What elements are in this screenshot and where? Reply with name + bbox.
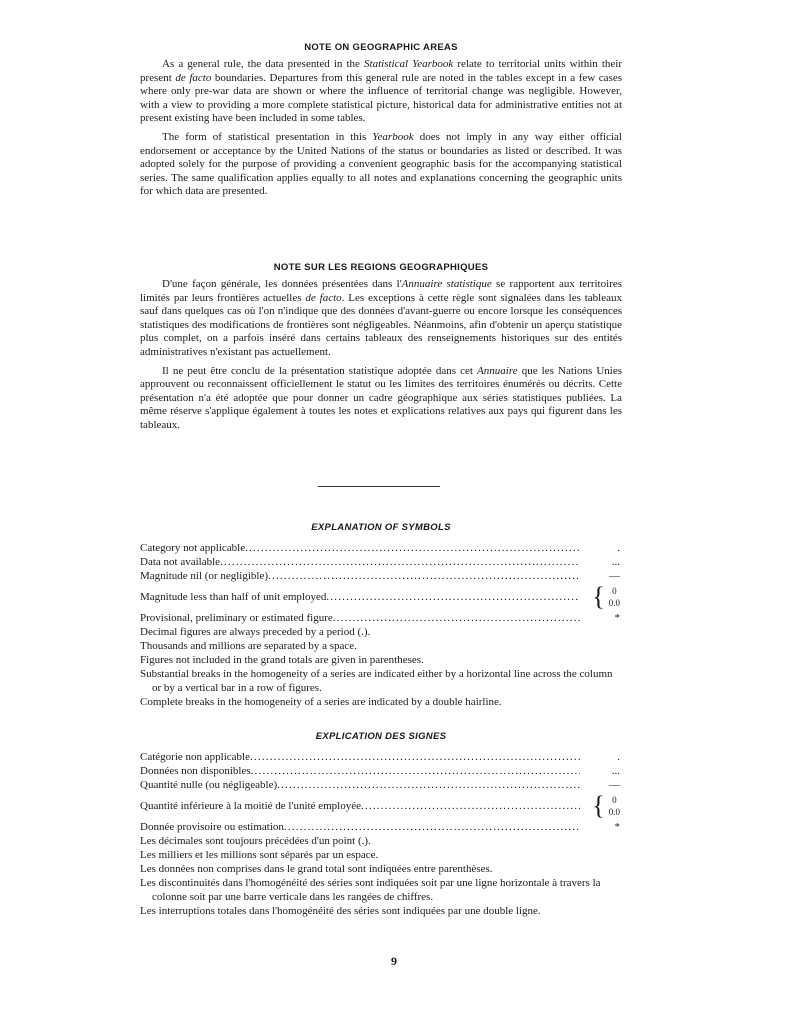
text-run: se rapportent aux territoires limités par leurs frontières actuelles <box>140 278 622 304</box>
note-fr-paragraph-1 <box>140 278 622 360</box>
brace-icon: { <box>592 791 605 820</box>
note-en-paragraph-2 <box>140 131 622 199</box>
legend-label: Donnée provisoire ou estimation <box>140 821 284 833</box>
legend-symbol: — <box>609 570 620 582</box>
legend-symbol-stack <box>580 584 622 610</box>
leader-dots <box>361 799 580 813</box>
text-run: Il ne peut être conclu de la présentation statistique adoptée dans cet <box>162 364 478 377</box>
legend-symbol: ... <box>611 765 620 777</box>
legend-note: Les données non comprises dans le grand total sont indiquées entre parenthèses. <box>140 863 493 875</box>
legend-symbol-stack <box>580 793 622 819</box>
legend-label: Quantité inférieure à la moitié de l'unité employée <box>140 800 361 812</box>
legend-row <box>140 555 622 569</box>
legend-label: Data not available <box>140 556 221 568</box>
legend-label: Données non disponibles <box>140 765 251 777</box>
text-run: que les Nations Unies approuvent ou reconnaissent officiellement le statut ou les limites des territoires énumérés ou décrits. Cette présentation n'a été adoptée que pour donner un cadre géographique aux séries statistiques publiées. La même réserve s'applique également à toutes les notes et explications relatives aux pays qui figurent dans les tableaux. <box>140 364 623 431</box>
legend-symbol-top: 0 <box>612 586 617 596</box>
note-en-section <box>140 42 622 199</box>
symbols-en-section <box>140 522 622 709</box>
legend-symbol: . <box>617 751 620 763</box>
legend-row <box>140 764 622 778</box>
legend-symbol-bottom: 0.0 <box>608 598 620 608</box>
text-run: relate to territorial units within their present <box>140 58 622 84</box>
legend-label: Provisional, preliminary or estimated figure <box>140 612 333 624</box>
legend-row <box>140 569 622 583</box>
legend-note: Les interruptions totales dans l'homogénéité des séries sont indiquées par une double ligne. <box>140 905 541 917</box>
page-number: 9 <box>391 954 397 968</box>
leader-dots <box>250 750 580 764</box>
legend-label: Category not applicable <box>140 542 246 554</box>
text-run-italic: Annuaire statistique <box>401 278 492 290</box>
legend-row <box>140 541 622 555</box>
text-run: The form of statistical presentation in this <box>162 130 373 143</box>
legend-note: Figures not included in the grand totals are given in parentheses. <box>140 654 424 666</box>
note-fr-title: NOTE SUR LES REGIONS GEOGRAPHIQUES <box>273 262 489 273</box>
legend-note: Les décimales sont toujours précédées d'un point (.). <box>140 835 371 847</box>
leader-dots <box>220 555 580 569</box>
leader-dots <box>284 820 580 834</box>
symbols-fr-title: EXPLICATION DES SIGNES <box>315 731 447 742</box>
legend-note: Decimal figures are always preceded by a period (.). <box>140 626 371 638</box>
section-divider <box>318 486 440 487</box>
note-fr-paragraph-2 <box>140 365 622 433</box>
text-run: D'une façon générale, les données présentées dans l' <box>162 278 402 290</box>
legend-symbol-bottom: 0.0 <box>608 807 620 817</box>
symbols-en-legend <box>140 541 622 709</box>
legend-row <box>140 750 622 764</box>
legend-note: Substantial breaks in the homogeneity of a series are indicated either by a horizontal line across the column or by a vertical bar in a row of figures. <box>140 668 613 694</box>
symbols-en-title: EXPLANATION OF SYMBOLS <box>311 522 451 533</box>
symbols-fr-legend <box>140 750 622 918</box>
symbols-fr-section <box>140 731 622 918</box>
text-run: does not imply in any way either official endorsement or acceptance by the United Nations of the status or boundaries as listed or described. It was adopted solely for the purpose of providing a convenient geographic basis for the accompanying statistical series. The same qualification applies equally to all notes and explanations concerning the geographic units for which data are presented. <box>140 130 622 198</box>
note-en-paragraph-1 <box>140 58 622 126</box>
brace-icon: { <box>592 582 605 611</box>
legend-note: Thousands and millions are separated by a space. <box>140 640 357 652</box>
legend-symbol-top: 0 <box>612 795 617 805</box>
text-run-italic: Statistical Yearbook <box>364 58 454 70</box>
text-run-italic: de facto <box>175 71 212 84</box>
legend-label: Quantité nulle (ou négligeable) <box>140 779 278 791</box>
legend-row <box>140 820 622 834</box>
text-run: As a general rule, the data presented in the <box>162 58 365 70</box>
legend-row <box>140 583 622 611</box>
text-run: boundaries. Departures from this general rule are noted in the tables except in a few cases where only pre-war data are shown or where the influence of territorial change was negligible. However, with a view to providing a more complete statistical picture, historical data for administrative entities not at present existing have been included in some tables. <box>140 71 623 125</box>
text-run-italic: Yearbook <box>372 130 414 143</box>
leader-dots <box>251 764 580 778</box>
text-run-italic: Annuaire <box>477 364 518 377</box>
text-run: . Les exceptions à cette règle sont signalées dans les tableaux sauf dans quelques cas où l'on n'indique que des données d'avant-guerre ou encore lorsque les conséquences statistiques des modifications de frontières sont négligeables. Néanmoins, afin d'obtenir un aperçu statistique plus complet, on a parfois inséré dans certains tableaux des renseignements historiques sur des entités administratives n'existant pas actuellement. <box>140 291 622 358</box>
legend-row <box>140 778 622 792</box>
leader-dots <box>245 541 580 555</box>
legend-symbol: . <box>617 542 620 554</box>
legend-label: Magnitude nil (or negligible) <box>140 570 268 582</box>
legend-label: Magnitude less than half of unit employed <box>140 591 327 603</box>
legend-note: Les milliers et les millions sont séparés par un espace. <box>140 849 379 861</box>
legend-note: Complete breaks in the homogeneity of a series are indicated by a double hairline. <box>140 696 502 708</box>
legend-symbol: * <box>614 612 620 624</box>
leader-dots <box>333 611 580 625</box>
legend-row <box>140 611 622 625</box>
leader-dots <box>268 569 580 583</box>
legend-label: Catégorie non applicable <box>140 751 250 763</box>
leader-dots <box>277 778 580 792</box>
legend-row <box>140 792 622 820</box>
leader-dots <box>326 590 580 604</box>
text-run-italic: de facto <box>305 291 342 304</box>
note-en-title: NOTE ON GEOGRAPHIC AREAS <box>304 42 458 53</box>
legend-note: Les discontinuités dans l'homogénéité des séries sont indiquées soit par une ligne horizontale à travers la colonne soit par une barre verticale dans les rangées de chiffres. <box>140 877 601 903</box>
legend-symbol: * <box>614 821 620 833</box>
legend-symbol: ... <box>611 556 620 568</box>
note-fr-section <box>140 262 622 433</box>
legend-symbol: — <box>609 779 620 791</box>
